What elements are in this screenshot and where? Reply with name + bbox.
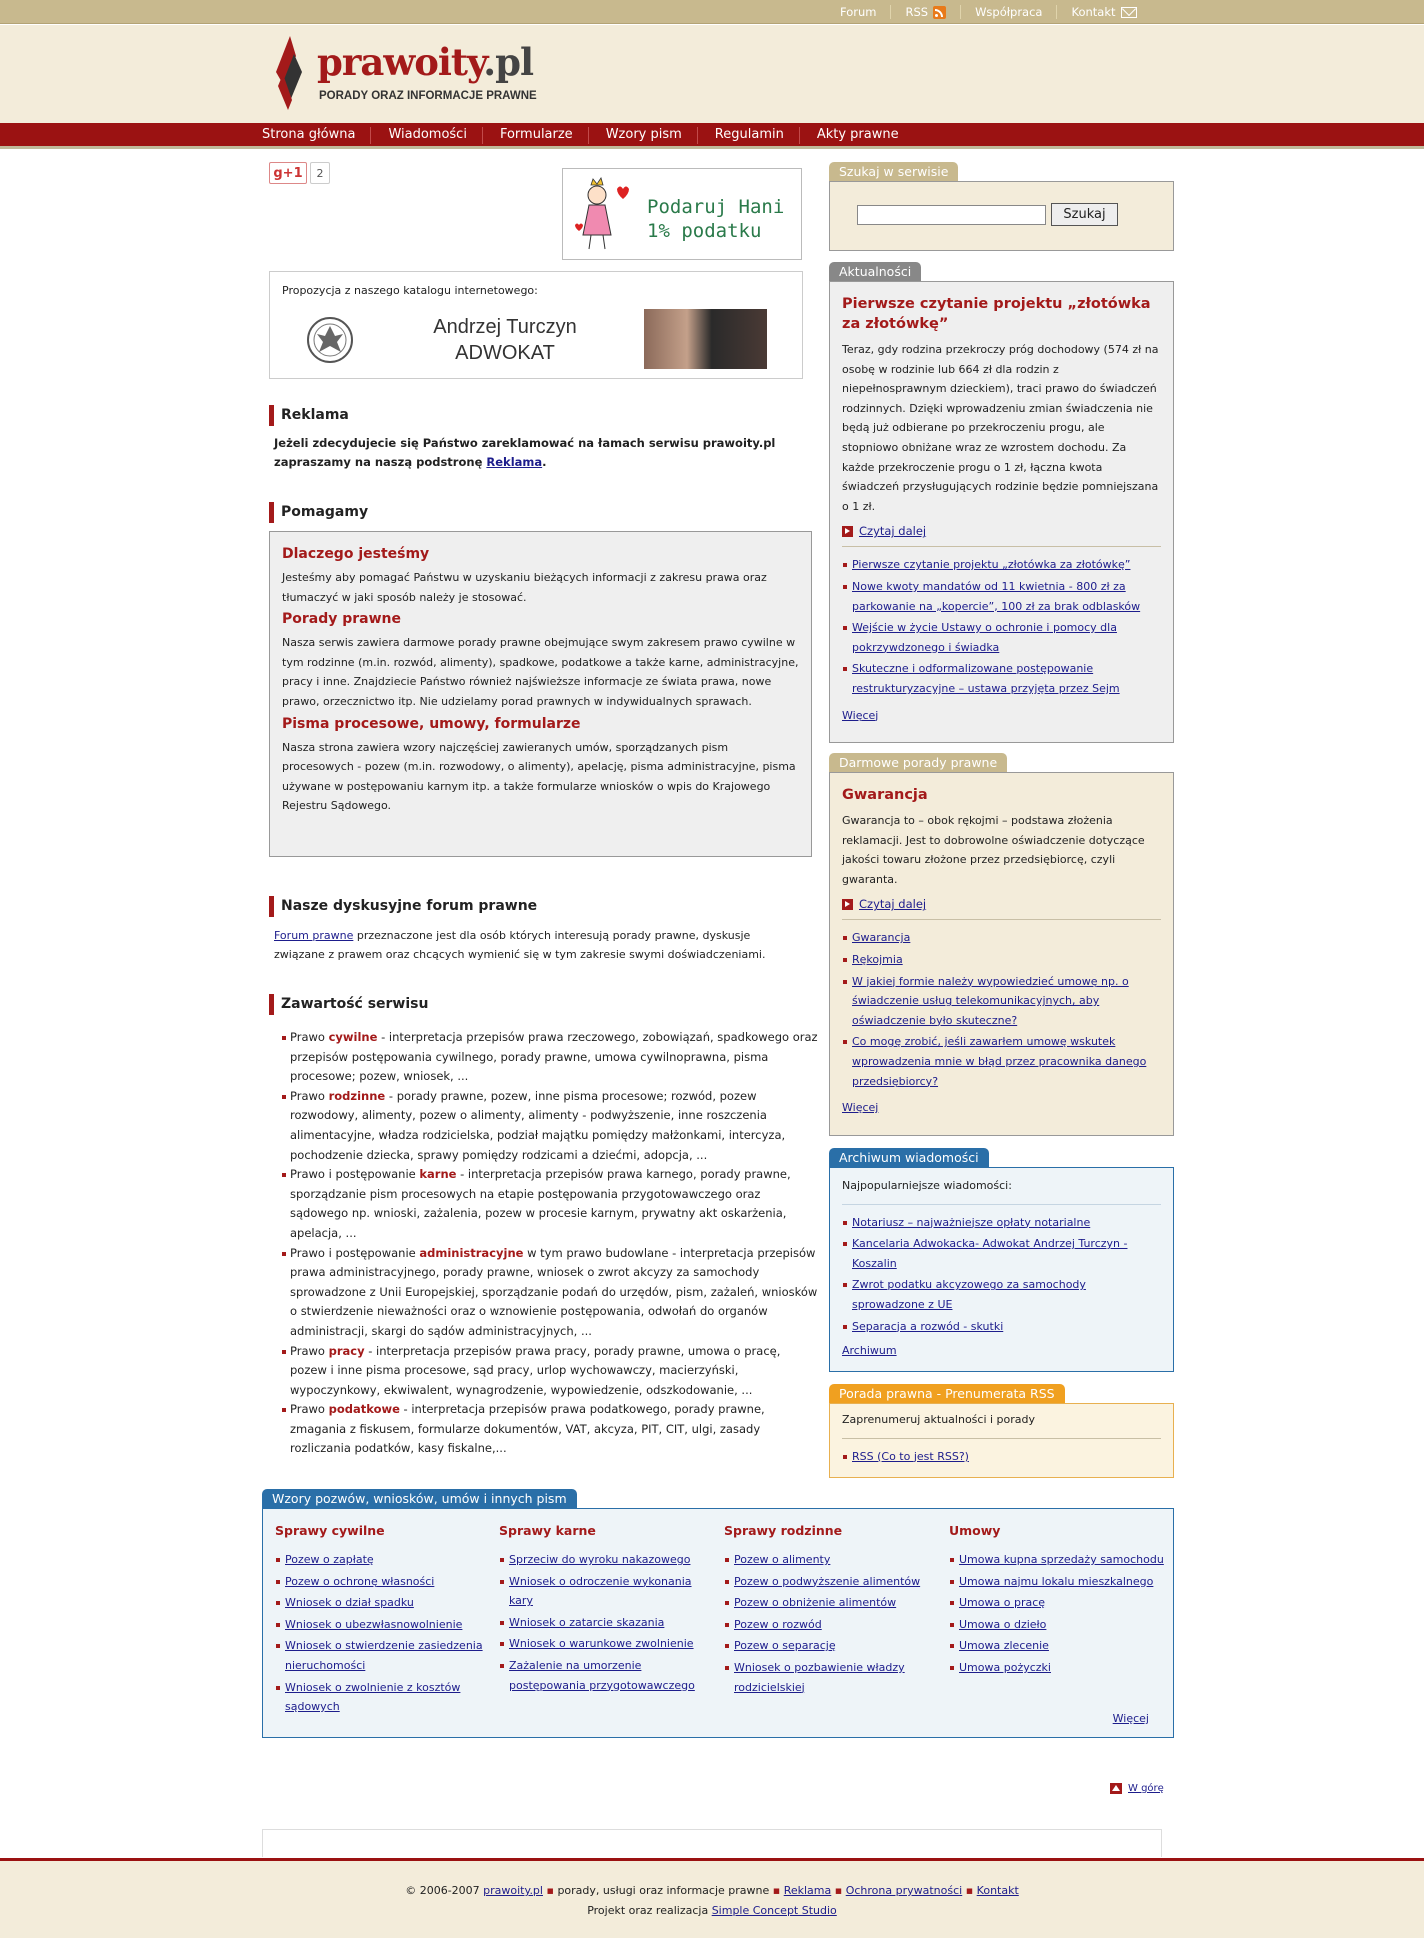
pattern-link[interactable]: Pozew o alimenty (734, 1553, 831, 1566)
catalog-proposal (269, 271, 803, 379)
advice-read-more[interactable] (842, 897, 1161, 911)
pattern-link[interactable]: Wniosek o dział spadku (285, 1596, 414, 1610)
patterns-col-title: Sprawy rodzinne (724, 1523, 843, 1538)
help-title-why: Dlaczego jesteśmy (282, 546, 430, 562)
contents-keyword[interactable]: administracyjne (419, 1245, 524, 1260)
contents-item-civil (280, 1028, 820, 1087)
contents-keyword[interactable]: rodzinne (328, 1088, 386, 1103)
archive-more-link[interactable]: Archiwum (842, 1344, 897, 1358)
nav-home[interactable]: Strona główna (262, 127, 371, 144)
proposal-label: Propozycja z naszego katalogu internetowego: (282, 284, 538, 297)
back-to-top-link[interactable]: W górę (1128, 1783, 1164, 1794)
pattern-link[interactable]: Sprzeciw do wyroku nakazowego (509, 1553, 691, 1566)
contents-keyword[interactable]: pracy (328, 1343, 365, 1358)
nav-rules[interactable]: Regulamin (715, 127, 800, 144)
divider (842, 546, 1161, 547)
divider (842, 1204, 1161, 1205)
nav-templates[interactable]: Wzory pism (606, 127, 698, 144)
pattern-link[interactable]: Wniosek o pozbawienie władzy rodzicielskiej (734, 1660, 905, 1694)
contents-pre: Prawo (290, 1402, 329, 1417)
list-item (842, 972, 1161, 1031)
list-item (842, 1213, 1161, 1233)
list-item (842, 950, 1161, 970)
top-link-forum[interactable] (826, 5, 891, 19)
list-item (499, 1613, 699, 1633)
advice-tab: Darmowe porady prawne (829, 753, 1007, 772)
list-item (842, 1447, 1161, 1467)
top-bar (0, 0, 1424, 24)
advice-link[interactable]: W jakiej formie należy wypowiedzieć umowę np. o świadczenie usług telekomunikacyjnych, aby oświadczenie było skuteczne? (852, 974, 1129, 1027)
section-heading-forum: Nasze dyskusyjne forum prawne (269, 896, 537, 917)
forum-text: przeznaczone jest dla osób których interesują porady prawne, dyskusje związane z prawem oraz chcących wymienić się w tym zakresie swymi doświadczeniami. (274, 929, 766, 961)
patterns-col-criminal (499, 1523, 699, 1697)
patterns-box (262, 1508, 1174, 1738)
rss-icon (933, 6, 946, 19)
list-item (275, 1678, 485, 1717)
help-text-advice: Nasza serwis zawiera darmowe porady prawne obejmujące swym zakresem prawo cywilne w tym rodzinne (m.in. rozwód, alimenty), spadkowe, podatkowe a także karne, administracyjne, pracy i inne. Znajdziecie Państwo również najświeższe informacje ze świata prawa, nowe prawo, orzecznictwo itp. Nie udzielamy porad prawnych w indywidualnych sprawach. (282, 636, 799, 708)
forum-text-block (274, 926, 804, 964)
header (0, 25, 1424, 123)
top-link-forum-label: Forum (840, 5, 877, 19)
list-item (724, 1572, 929, 1592)
news-link[interactable]: Pierwsze czytanie projektu „złotówka za złotówkę” (852, 558, 1131, 572)
list-item (724, 1615, 929, 1635)
donation-banner[interactable] (562, 168, 802, 260)
section-heading-contents: Zawartość serwisu (269, 994, 428, 1015)
pattern-link[interactable]: Umowa zlecenie (959, 1639, 1049, 1653)
rss-link[interactable]: RSS (Co to jest RSS?) (852, 1449, 969, 1463)
advice-link[interactable]: Gwarancja (852, 931, 911, 945)
rss-label: Zaprenumeruj aktualności i porady (842, 1413, 1036, 1426)
contents-keyword[interactable]: podatkowe (328, 1402, 400, 1417)
banner-line-1: Podaruj Hani (647, 196, 785, 218)
news-more-link[interactable]: Więcej (842, 708, 879, 722)
list-item (949, 1636, 1164, 1656)
search-tab: Szukaj w serwisie (829, 162, 958, 181)
logo-name: prawoity (317, 40, 484, 84)
footer-link-ads[interactable]: Reklama (783, 1884, 832, 1897)
pattern-link[interactable]: Pozew o rozwód (734, 1617, 822, 1631)
news-link[interactable]: Skuteczne i odformalizowane postępowanie restrukturyzacyjne – ustawa przyjęta przez Sejm (852, 662, 1120, 695)
contents-list (280, 1028, 820, 1459)
pattern-link[interactable]: Wniosek o zwolnienie z kosztów sądowych (285, 1680, 461, 1714)
pattern-link[interactable]: Pozew o separację (734, 1639, 836, 1653)
news-read-more[interactable] (842, 524, 1161, 538)
pattern-link[interactable]: Pozew o zapłatę (285, 1553, 374, 1566)
contents-item-tax (280, 1400, 820, 1459)
rss-tab: Porada prawna - Prenumerata RSS (829, 1384, 1065, 1403)
contents-item-family (280, 1087, 820, 1165)
patterns-more-link[interactable]: Więcej (1112, 1712, 1149, 1725)
mail-icon (1121, 7, 1137, 18)
list-item (724, 1593, 929, 1613)
help-box (269, 531, 812, 857)
footer-site-link[interactable]: prawoity.pl (483, 1884, 543, 1897)
footer-link-contact[interactable]: Kontakt (976, 1884, 1019, 1897)
pattern-link[interactable]: Wniosek o stwierdzenie zasiedzenia nieruchomości (285, 1639, 483, 1672)
help-text-why: Jesteśmy aby pomagać Państwu w uzyskaniu bieżących informacji z zakresu prawa oraz tłumaczyć w jaki sposób należy je stosować. (282, 571, 767, 604)
pattern-link[interactable]: Umowa pożyczki (959, 1660, 1051, 1674)
ads-link[interactable]: Reklama (486, 455, 543, 469)
list-item (499, 1572, 699, 1611)
patterns-col-contracts (949, 1523, 1164, 1680)
news-links (842, 555, 1161, 698)
advice-link[interactable]: Co mogę zrobić, jeśli zawarłem umowę wskutek wprowadzenia mnie w błąd przez pracownika danego przedsiębiorcy? (852, 1035, 1147, 1088)
list-item (275, 1572, 485, 1592)
eagle-seal-icon (305, 310, 355, 370)
list-item (724, 1636, 929, 1656)
top-link-cooperation[interactable] (961, 5, 1057, 19)
patterns-links (724, 1550, 929, 1697)
list-item (842, 928, 1161, 948)
pattern-link[interactable]: Umowa o pracę (959, 1596, 1046, 1610)
footer-studio-link[interactable]: Simple Concept Studio (711, 1904, 837, 1917)
advice-text: Gwarancja to – obok rękojmi – podstawa złożenia reklamacji. Jest to dobrowolne oświadczenie dotyczące jakości towaru złożone przez przedsiębiorcę, czyli gwaranta. (842, 814, 1145, 886)
logo-text (317, 40, 533, 84)
contents-pre: Prawo i postępowanie (290, 1245, 420, 1260)
footer-desc: porady, usługi oraz informacje prawne (557, 1884, 770, 1897)
patterns-links (275, 1550, 485, 1717)
list-item (499, 1550, 699, 1570)
news-text: Teraz, gdy rodzina przekroczy próg dochodowy (574 zł na osobę w rodzinie lub 664 zł dla rodzin z niepełnosprawnym dzieckiem), traci prawo do świadczeń rodzinnych. Dzięki wprowadzeniu zmian świadczenia nie będą już odbierane po przekroczeniu progu, ale stopniowo obniżane wraz ze wzrostem dochodu. Za każde przekroczenie progu o 1 zł, łączna kwota świadczeń przysługujących rodzinie będzie pomniejszana o 1 zł. (842, 343, 1159, 513)
advice-link[interactable]: Rękojmia (852, 952, 903, 966)
arrow-up-icon (1110, 1783, 1122, 1794)
contents-desc: - interpretacja przepisów prawa pracy, porady prawne, umowa o pracę, pozew i inne pisma procesowe, sąd pracy, urlop wychowawczy, macierzyński, wypoczynkowy, ekwiwalent, wynagrodzenie, wypowiedzenie, odszkodowanie, ... (290, 1343, 781, 1397)
footer-line-2 (0, 1904, 1424, 1917)
list-item (275, 1593, 485, 1613)
ads-text-block (274, 434, 804, 472)
site-logo[interactable] (262, 28, 557, 120)
list-item (499, 1634, 699, 1654)
list-item (842, 1275, 1161, 1314)
arrow-right-icon (842, 899, 853, 910)
patterns-links (499, 1550, 699, 1695)
contents-item-labor (280, 1342, 820, 1401)
news-link[interactable]: Nowe kwoty mandatów od 11 kwietnia - 800 zł za parkowanie na „kopercie”, 100 zł za brak odblasków (852, 579, 1141, 613)
section-heading-ads: Reklama (269, 405, 349, 426)
news-read-more-link[interactable]: Czytaj dalej (859, 524, 927, 539)
archive-links (842, 1213, 1161, 1337)
contents-desc: - interpretacja przepisów prawa karnego, porady prawne, sporządzanie pism procesowych na etapie postępowania przygotowawczego oraz sądowego np. wnioski, zażalenia, pozew w procesie karnym, prywatny akt oskarżenia, apelacja, ... (290, 1167, 791, 1240)
contents-item-criminal (280, 1165, 820, 1243)
top-links (826, 5, 1151, 19)
divider (842, 1438, 1161, 1439)
contents-desc: - interpretacja przepisów prawa podatkowego, porady prawne, zmagania z fiskusem, formularze dokumentów, VAT, akcyza, PIT, CIT, ulgi, zasady rozliczania podatków, kasy fiskalne,... (290, 1402, 765, 1456)
girl-illustration-icon (571, 175, 631, 255)
footer-link-privacy[interactable]: Ochrona prywatności (845, 1884, 963, 1897)
rss-links (842, 1447, 1161, 1467)
advice-read-more-link[interactable]: Czytaj dalej (859, 897, 927, 912)
forum-link[interactable]: Forum prawne (274, 929, 354, 942)
archive-link[interactable]: Separacja a rozwód - skutki (852, 1319, 1004, 1333)
footer-credit: Projekt oraz realizacja (587, 1904, 712, 1917)
list-item (275, 1615, 485, 1635)
list-item (842, 555, 1161, 575)
pattern-link[interactable]: Zażalenie na umorzenie postępowania przygotowawczego (509, 1658, 695, 1692)
advocate-name: Andrzej Turczyn (433, 316, 577, 338)
pattern-link[interactable]: Umowa kupna sprzedaży samochodu (959, 1553, 1164, 1566)
list-item (842, 659, 1161, 698)
contents-keyword[interactable]: cywilne (328, 1030, 378, 1044)
nav-news[interactable]: Wiadomości (388, 127, 483, 144)
contents-item-administrative (280, 1244, 820, 1342)
news-link[interactable]: Wejście w życie Ustawy o ochronie i pomocy dla pokrzywdzonego i świadka (852, 621, 1117, 654)
ads-text-end: . (542, 455, 547, 469)
contents-pre: Prawo (290, 1088, 329, 1103)
patterns-links (949, 1550, 1164, 1678)
footer-copyright: © 2006-2007 (405, 1884, 484, 1897)
proposal-advert[interactable] (420, 314, 590, 366)
banner-text (647, 195, 784, 243)
contents-keyword[interactable]: karne (419, 1167, 457, 1182)
archive-link[interactable]: Zwrot podatku akcyzowego za samochody sprowadzone z UE (852, 1278, 1086, 1311)
archive-label: Najpopularniejsze wiadomości: (842, 1179, 1012, 1192)
patterns-col-title: Umowy (949, 1523, 1001, 1538)
section-heading-help: Pomagamy (269, 502, 368, 523)
rss-box (829, 1403, 1174, 1478)
logo-tagline: PORADY ORAZ INFORMACJE PRAWNE (319, 90, 537, 102)
main-nav (0, 123, 1424, 149)
top-link-rss-label: RSS (905, 5, 929, 19)
pattern-link[interactable]: Pozew o ochronę własności (285, 1574, 435, 1588)
archive-tab: Archiwum wiadomości (829, 1148, 989, 1167)
list-item (275, 1550, 485, 1570)
logo-tld: .pl (483, 40, 534, 84)
contents-pre: Prawo (290, 1030, 329, 1044)
patterns-tab: Wzory pozwów, wniosków, umów i innych pism (262, 1489, 577, 1508)
news-tab: Aktualności (829, 262, 921, 281)
divider (842, 919, 1161, 920)
contents-desc: w tym prawo budowlane - interpretacja przepisów prawa administracyjnego, porady prawne, wniosek o zwrot akcyzy za samochody sprowadzone z Unii Europejskiej, sporządzanie podań do urzędów, pism, zażaleń, wniosków o stwierdzenie nieważności oraz o wznowienie postępowania, odwołań do organów administracji, skargi do sądów administracyjnych, ... (290, 1245, 818, 1338)
patterns-col-title: Sprawy karne (499, 1523, 596, 1538)
arrow-right-icon (842, 526, 853, 537)
advocate-title: ADWOKAT (455, 342, 555, 364)
list-item (842, 1032, 1161, 1091)
pattern-link[interactable]: Pozew o podwyższenie alimentów (734, 1574, 921, 1588)
list-item (949, 1658, 1164, 1678)
banner-line-2: 1% podatku (647, 220, 762, 242)
patterns-col-family (724, 1523, 929, 1699)
list-item (949, 1593, 1164, 1613)
pattern-link[interactable]: Wniosek o odroczenie wykonania kary (509, 1574, 692, 1608)
list-item (499, 1656, 699, 1695)
advice-box (829, 772, 1174, 1136)
contents-pre: Prawo i postępowanie (290, 1167, 420, 1182)
list-item (949, 1572, 1164, 1592)
logo-mark-icon (270, 34, 306, 114)
top-link-contact-label: Kontakt (1071, 5, 1116, 19)
archive-link[interactable]: Kancelaria Adwokacka- Adwokat Andrzej Turczyn - Koszalin (852, 1237, 1128, 1270)
contents-desc: - porady prawne, pozew, inne pisma procesowe; rozwód, pozew rozwodowy, alimenty, pozew o alimenty, alimenty - podwyższenie, inne roszczenia alimentacyjne, władza rodzicielska, podział majątku pomiędzy małżonkami, intercyza, pochodzenie dziecka, sprawy pomiędzy rodzicami a dziećmi, adopcja, ... (290, 1088, 786, 1162)
archive-link[interactable]: Notariusz – najważniejsze opłaty notarialne (852, 1215, 1091, 1229)
advice-more-link[interactable]: Więcej (842, 1101, 879, 1115)
list-item (842, 1234, 1161, 1273)
advice-title[interactable]: Gwarancja (842, 787, 928, 803)
list-item (842, 618, 1161, 657)
pattern-link[interactable]: Umowa najmu lokalu mieszkalnego (959, 1574, 1154, 1588)
footer (0, 1858, 1424, 1938)
advice-links (842, 928, 1161, 1091)
search-input[interactable] (857, 205, 1046, 225)
pattern-link[interactable]: Pozew o obniżenie alimentów (734, 1596, 897, 1610)
patterns-col-civil (275, 1523, 485, 1719)
list-item (724, 1550, 929, 1570)
news-title[interactable]: Pierwsze czytanie projektu „złotówka za złotówkę” (842, 296, 1151, 332)
top-link-rss[interactable] (891, 5, 961, 19)
footer-spacer-box (262, 1829, 1162, 1857)
list-item (842, 1317, 1161, 1337)
list-item (275, 1636, 485, 1675)
archive-box (829, 1167, 1174, 1372)
contents-desc: - interpretacja przepisów prawa rzeczowego, zobowiązań, spadkowego oraz przepisów postępowania cywilnego, porady prawne, umowa cywilnoprawna, pisma procesowe; pozew, wniosek, ... (290, 1030, 818, 1084)
list-item (949, 1615, 1164, 1635)
list-item (842, 577, 1161, 616)
footer-line-1: © 2006-2007 prawoity.pl ▪ porady, usługi oraz informacje prawne ▪ Reklama ▪ Ochrona prywatności ▪ Kontakt (405, 1884, 1019, 1897)
top-link-cooperation-label: Współpraca (975, 5, 1043, 19)
advocate-photo[interactable] (644, 309, 767, 369)
help-title-advice: Porady prawne (282, 611, 402, 628)
news-box (829, 281, 1174, 743)
pattern-link[interactable]: Wniosek o ubezwłasnowolnienie (285, 1617, 463, 1631)
help-title-documents: Pisma procesowe, umowy, formularze (282, 715, 581, 732)
gplus-widget (269, 162, 330, 184)
pattern-link[interactable]: Wniosek o warunkowe zwolnienie (509, 1637, 694, 1651)
pattern-link[interactable]: Wniosek o zatarcie skazania (509, 1615, 665, 1629)
pattern-link[interactable]: Umowa o dzieło (959, 1617, 1047, 1631)
list-item (949, 1550, 1164, 1570)
gplus-button[interactable]: g+1 (269, 162, 307, 184)
top-link-contact[interactable] (1057, 5, 1150, 19)
search-button[interactable]: Szukaj (1051, 203, 1118, 226)
nav-forms[interactable]: Formularze (500, 127, 589, 144)
gplus-count: 2 (310, 162, 330, 184)
patterns-col-title: Sprawy cywilne (275, 1523, 385, 1538)
back-to-top[interactable] (1110, 1783, 1164, 1794)
contents-pre: Prawo (290, 1343, 329, 1358)
nav-acts[interactable]: Akty prawne (816, 127, 899, 142)
list-item (724, 1658, 929, 1697)
help-text-documents: Nasza strona zawiera wzory najczęściej zawieranych umów, sporządzanych pism procesowych - pozew (m.in. rozwodowy, o alimenty), apelację, pisma administracyjne, pisma używane w postępowaniu karnym itp. a także formularze wniosków o wpis do Krajowego Rejestru Sądowego. (282, 740, 796, 813)
ads-text: Jeżeli zdecydujecie się Państwo zareklamować na łamach serwisu prawoity.pl zapraszamy na naszą podstronę (274, 436, 776, 469)
